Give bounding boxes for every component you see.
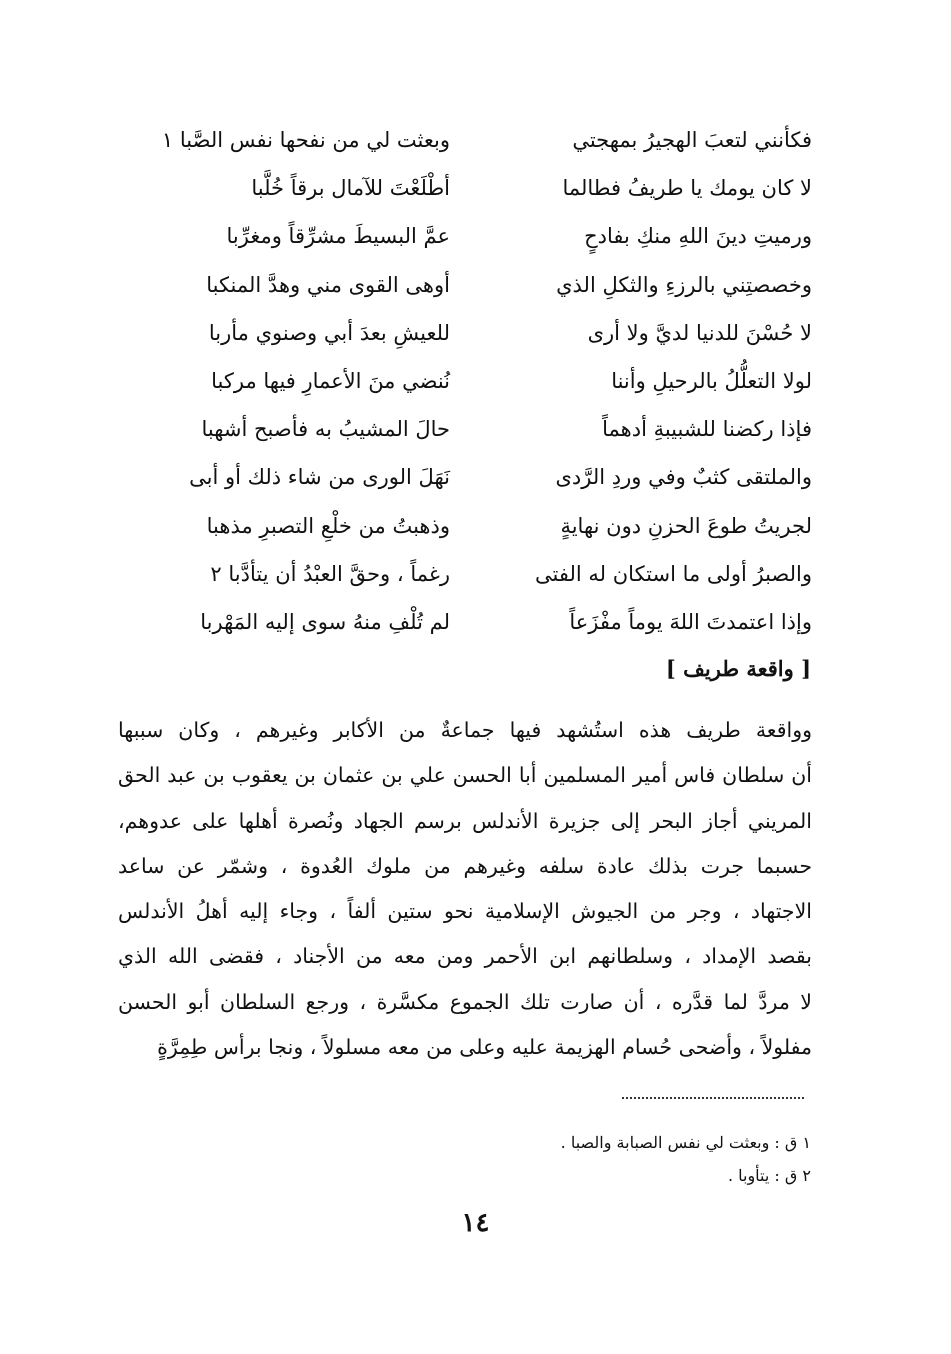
verse-row <box>150 598 812 646</box>
verse-first-hemistich: لولا التعلُّلُ بالرحيلِ وأننا <box>611 369 812 394</box>
verse-row <box>150 164 812 212</box>
verse-first-hemistich: فكأنني لتعبَ الهجيرُ بمهجتي <box>572 128 812 153</box>
verse-row <box>150 502 812 550</box>
footnote-item: ١ ق : وبعثت لي نفس الصبابة والصبا . <box>560 1133 811 1152</box>
prose-line: المريني أجاز البحر إلى جزيرة الأندلس برسم الجهاد ونُصرة أهلها على عدوهم، <box>118 808 812 833</box>
footnotes <box>561 1126 811 1192</box>
verse-first-hemistich: والملتقى كثبٌ وفي وردِ الرَّدى <box>555 465 812 490</box>
verse-row <box>150 357 812 405</box>
verse-second-hemistich: أطْلَعْتَ للآمال برقاً خُلَّبا <box>251 176 450 201</box>
verse-first-hemistich: لا حُسْنَ للدنيا لديَّ ولا أرى <box>587 320 812 345</box>
verse-row <box>150 453 812 501</box>
section-heading: [ واقعة طريف ] <box>665 656 811 681</box>
verse-row <box>150 309 812 357</box>
verse-second-hemistich: عمَّ البسيطَ مشرِّقاً ومغرِّبا <box>226 224 450 249</box>
poem-block <box>150 116 812 634</box>
verse-row <box>150 116 812 164</box>
verse-first-hemistich: فإذا ركضنا للشبيبةِ أدهماً <box>602 417 812 442</box>
verse-second-hemistich: أوهى القوى مني وهدَّ المنكبا <box>206 272 450 297</box>
prose-line: مفلولاً ، وأضحى حُسام الهزيمة عليه وعلى من معه مسلولاً ، ونجا برأس طِمِرَّةٍ <box>157 1035 812 1060</box>
verse-first-hemistich: وخصصتِني بالرزءِ والثكلِ الذي <box>556 272 812 297</box>
verse-second-hemistich: نَهَلَ الورى من شاء ذلك أو أبى <box>189 465 450 490</box>
prose-line: لا مردَّ لما قدَّره ، أن صارت تلك الجموع مكسَّرة ، ورجع السلطان أبو الحسن <box>118 989 812 1014</box>
verse-first-hemistich: ورميتِ دينَ اللهِ منكِ بفادحٍ <box>584 224 812 249</box>
verse-first-hemistich: لا كان يومك يا طريفُ فطالما <box>562 176 812 201</box>
footnote-item: ٢ ق : يتأوبا . <box>727 1166 811 1185</box>
verse-first-hemistich: لجريتُ طوعَ الحزنِ دون نهايةٍ <box>560 513 812 538</box>
verse-second-hemistich: للعيشِ بعدَ أبي وصنوي مأربا <box>208 320 450 345</box>
verse-row <box>150 261 812 309</box>
prose-line: حسبما جرت بذلك عادة سلفه وغيرهم من ملوك العُدوة ، وشمّر عن ساعد <box>118 853 812 878</box>
verse-second-hemistich: نُنضي منَ الأعمارِ فيها مركبا <box>211 369 450 394</box>
verse-second-hemistich: لم تُلْفِ منهُ سوى إليه المَهْربا <box>200 609 450 634</box>
prose-paragraph <box>118 708 812 1070</box>
verse-row <box>150 550 812 598</box>
prose-line: بقصد الإمداد ، وسلطانهم ابن الأحمر ومن معه من الأجناد ، فقضى الله الذي <box>118 944 812 969</box>
verse-second-hemistich: حالَ المشيبُ به فأصبح أشهبا <box>201 417 450 442</box>
prose-line: الاجتهاد ، وجر من الجيوش الإسلامية نحو ستين ألفاً ، وجاء إليه أهلُ الأندلس <box>118 899 812 924</box>
prose-line: أن سلطان فاس أمير المسلمين أبا الحسن علي بن عثمان بن يعقوب بن عبد الحق <box>118 763 812 788</box>
verse-first-hemistich: وإذا اعتمدتَ اللهَ يوماً مفْزَعاً <box>569 609 812 634</box>
verse-first-hemistich: والصبرُ أولى ما استكان له الفتى <box>535 561 812 586</box>
verse-second-hemistich: وذهبتُ من خلْعِ التصبرِ مذهبا <box>206 513 450 538</box>
verse-row <box>150 212 812 260</box>
page-number: ١٤ <box>461 1208 490 1238</box>
footnote-separator <box>622 1097 804 1099</box>
prose-line: وواقعة طريف هذه استُشهد فيها جماعةٌ من الأكابر وغيرهم ، وكان سببها <box>118 718 812 742</box>
verse-row <box>150 405 812 453</box>
verse-second-hemistich: رغماً ، وحقَّ العبْدُ أن يتأدَّبا ٢ <box>210 561 450 586</box>
verse-second-hemistich: وبعثت لي من نفحها نفس الصَّبا ١ <box>161 128 450 153</box>
